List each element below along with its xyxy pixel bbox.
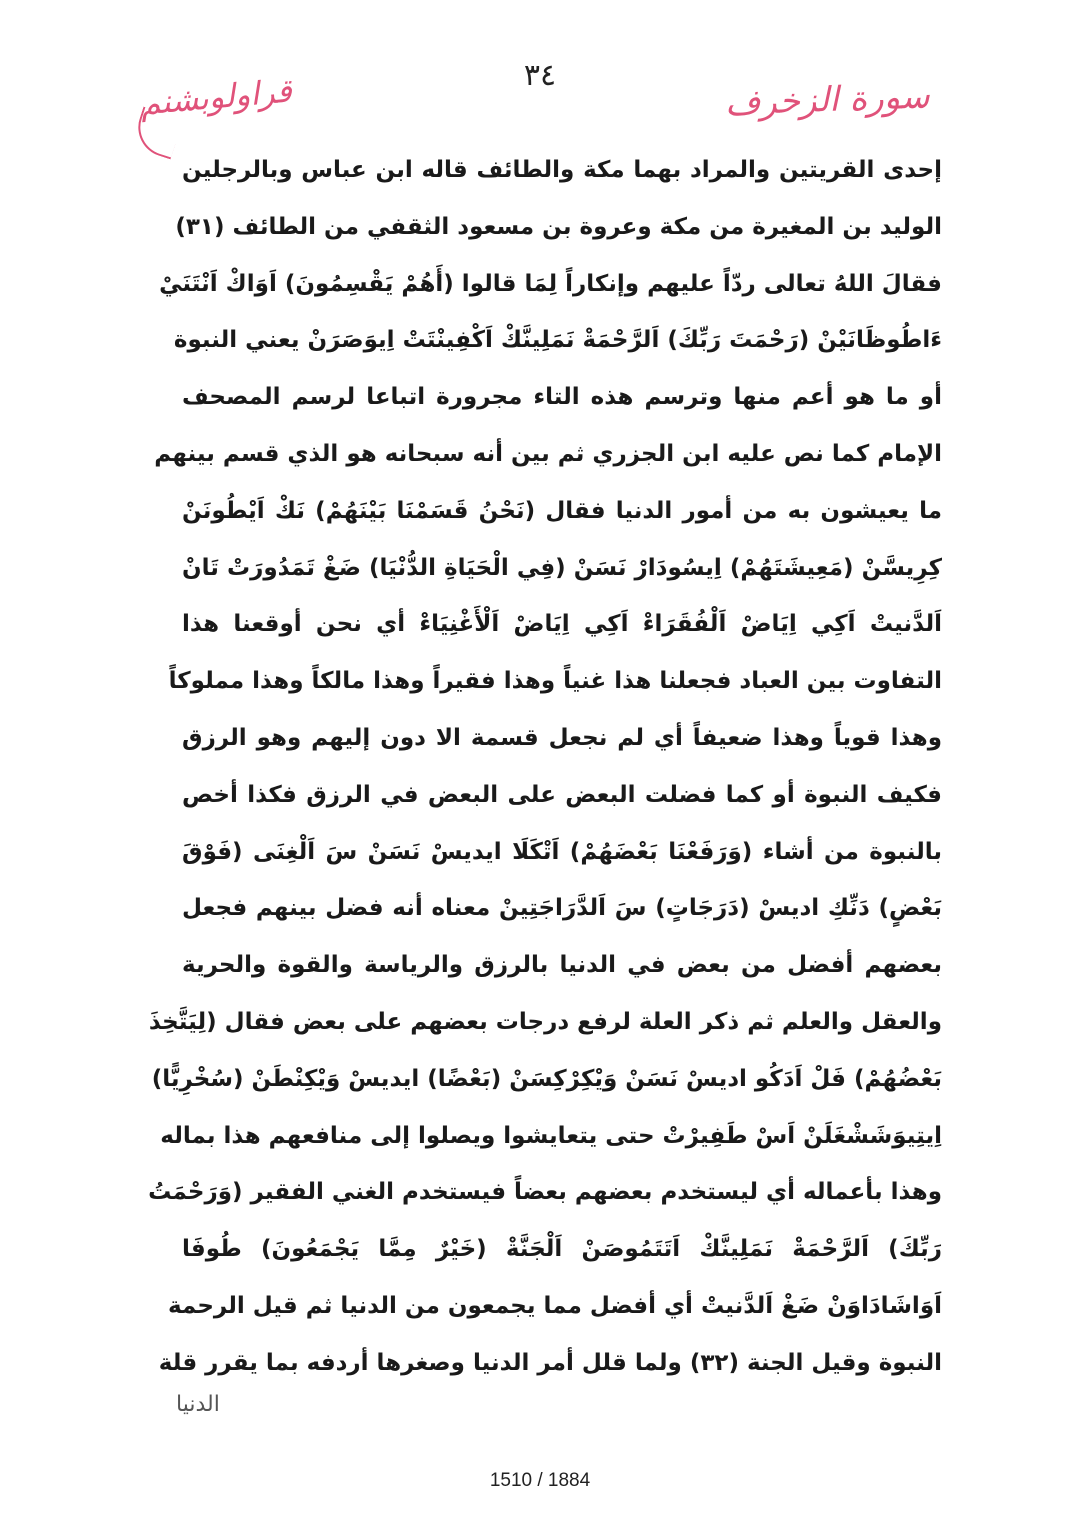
- text-line: والعقل والعلم ثم ذكر العلة لرفع درجات بعضهم على بعض فقال (لِيَتَّخِذَ: [148, 1008, 942, 1035]
- text-line: ما يعيشون به من أمور الدنيا فقال (نَحْنُ قَسَمْنَا بَيْنَهُمْ) نَكْ اَيْطُونَنْ: [182, 497, 942, 524]
- handwritten-margin-note: قراولوبشنم: [138, 71, 294, 123]
- text-line: رَبِّكَ) اَلرَّحْمَةْ نَمَلِينَّكْ اَتَتَمُوصَنْ اَلْجَنَّةْ (خَيْرٌ مِمَّا يَجْمَعُونَ) طُوفَا: [182, 1236, 942, 1263]
- text-line: فكيف النبوة أو كما فضلت البعض على البعض في الرزق فكذا أخص: [182, 781, 942, 808]
- catchword: الدنيا: [176, 1392, 220, 1417]
- text-line: اَلدَّنيتْ اَكِي اِيَاضْ اَلْفُقَرَاءْ اَكِي اِيَاضْ اَلْأَغْنِيَاءْ أي نحن أوقعنا هذا: [182, 611, 942, 638]
- text-line: وهذا قوياً وهذا ضعيفاً أي لم نجعل قسمة الا دون إليهم وهو الرزق: [182, 724, 942, 751]
- text-line: اَوَاشَادَاوَنْ ضَغْ اَلدَّنيتْ أي أفضل مما يجمعون من الدنيا ثم قيل الرحمة: [167, 1292, 942, 1319]
- text-line: الوليد بن المغيرة من مكة وعروة بن مسعود الثقفي من الطائف (٣١): [175, 213, 942, 240]
- text-line: ءَاطُوظَانَيْنْ (رَحْمَتَ رَبِّكَ) اَلرَّحْمَةْ نَمَلِينَّكْ اَكْفِينْتَتْ اِيوَصَرَنْ يعني النبوة: [173, 327, 942, 354]
- text-line: النبوة وقيل الجنة (٣٢) ولما قلل أمر الدنيا وصغرها أردفه بما يقرر قلة: [158, 1349, 942, 1376]
- text-line: فقالَ اللهُ تعالى ردّاً عليهم وإنكاراً لِمَا قالوا (أَهُمْ يَقْسِمُونَ) اَوَاكْ اَنْتَنَيْ: [159, 270, 942, 297]
- text-line: بَعْضٍ) دَنِّكِ اديسْ (دَرَجَاتٍ) سَ اَلدَّرَاجَتِينْ معناه أنه فضل بينهم فجعل: [182, 895, 942, 922]
- text-line: الإمام كما نص عليه ابن الجزري ثم بين أنه سبحانه هو الذي قسم بينهم: [154, 440, 942, 467]
- text-line: اِيتِيوَشَشْغَلَنْ اَسْ طَفِيرْتْ حتى يتعايشوا ويصلوا إلى منافعهم هذا بماله: [160, 1122, 942, 1149]
- pdf-page-counter: 1510 / 1884: [489, 1470, 591, 1491]
- text-line: كِرِيسَّنْ (مَعِيشَتَهُمْ) اِيسُودَارْ نَسَنْ (فِي الْحَيَاةِ الدُّنْيَا) ضَغْ تَمَدُورَتْ تَانْ: [182, 554, 942, 581]
- text-line: إحدى القريتين والمراد بهما مكة والطائف قاله ابن عباس وبالرجلين: [182, 157, 942, 183]
- text-line: وهذا بأعماله أي ليستخدم بعضهم بعضاً فيستخدم الغني الفقير (وَرَحْمَتُ: [148, 1179, 942, 1206]
- text-line: بَعْضُهُمْ) فَلْ اَدَكُو اديسْ نَسَنْ وَيْكِرْكِسَنْ (بَعْضًا) ايديسْ وَيْكِنْطَنْ (سُخْرِيًّا): [151, 1065, 942, 1092]
- text-line: أو ما هو أعم منها وترسم هذه التاء مجرورة اتباعا لرسم المصحف: [182, 384, 942, 411]
- text-line: بعضهم أفضل من بعض في الدنيا بالرزق والرياسة والقوة والحرية: [182, 952, 942, 979]
- page-number: ٣٤: [523, 58, 557, 93]
- text-line: بالنبوة من أشاء (وَرَفَعْنَا بَعْضَهُمْ) اَتْكَلَا ايديسْ نَسَنْ سَ اَلْغِنَى (فَوْقَ: [182, 838, 942, 865]
- handwritten-surah-note: سورة الزخرف: [724, 76, 931, 124]
- body-text: [148, 142, 942, 1392]
- text-line: التفاوت بين العباد فجعلنا هذا غنياً وهذا فقيراً وهذا مالكاً وهذا مملوكاً: [168, 668, 942, 695]
